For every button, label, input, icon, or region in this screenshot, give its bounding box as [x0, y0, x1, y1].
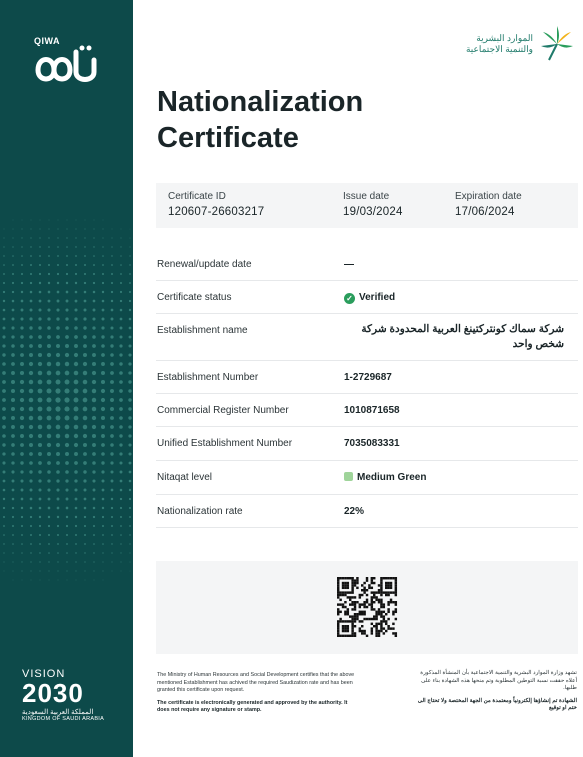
vision-label: VISION	[22, 668, 66, 680]
expiration-date-value: 17/06/2024	[455, 206, 515, 218]
issue-date-label: Issue date	[343, 191, 390, 202]
row-label: Establishment Number	[157, 372, 259, 383]
status-text: Verified	[359, 292, 396, 303]
row-value: 22%	[344, 506, 365, 517]
certificate-id-box	[156, 183, 578, 228]
row-label: Nitaqat level	[157, 472, 213, 483]
row-commercial-register	[156, 394, 578, 427]
status-value	[344, 292, 395, 304]
footer-english	[157, 672, 357, 715]
ministry-line2: والتنمية الاجتماعية	[465, 44, 533, 54]
row-label: Unified Establishment Number	[157, 438, 293, 449]
row-label: Renewal/update date	[157, 259, 252, 270]
row-value: 1010871658	[344, 405, 400, 416]
certificate-id-value: 120607-26603217	[168, 206, 265, 218]
title-line2: Certificate	[157, 122, 299, 154]
issue-date-value: 19/03/2024	[343, 206, 403, 218]
vision-2030-logo	[22, 668, 117, 722]
sidebar	[0, 0, 133, 757]
vision-arabic: المملكة العربية السعودية	[22, 709, 94, 716]
row-nationalization-rate	[156, 495, 578, 528]
issue-date-cell	[343, 191, 403, 218]
row-nitaqat-level	[156, 461, 578, 495]
qr-code-box	[156, 561, 578, 654]
qr-code[interactable]	[333, 577, 401, 637]
footer-english-note: The certificate is electronically generated and approved by the authority. It does not require any signature or stamp.	[157, 699, 348, 713]
establishment-name-value: شركة سماك كونتركتينغ العربية المحدودة شركة شخص واحد	[361, 323, 564, 350]
vision-number: 2030	[22, 678, 84, 708]
certificate-id-label: Certificate ID	[168, 191, 226, 202]
row-label: Certificate status	[157, 292, 232, 303]
row-label: Nationalization rate	[157, 506, 243, 517]
row-value: 7035083331	[344, 438, 400, 449]
nitaqat-text: Medium Green	[357, 472, 427, 483]
ministry-line1: الموارد البشرية	[476, 33, 533, 43]
footer-arabic-note: الشهادة تم إنشاؤها إلكترونياً ومعتمدة من الجهة المختصة ولا تحتاج الى ختم او توقيع	[417, 697, 577, 711]
palm-emblem-icon	[537, 24, 577, 64]
title-line1: Nationalization	[157, 86, 364, 118]
row-value: —	[344, 259, 354, 270]
expiration-date-cell	[455, 191, 522, 218]
details-table	[156, 248, 578, 528]
footer-arabic-text: تشهد وزارة الموارد البشرية والتنمية الاجتماعية بأن المنشأة المذكورة أعلاه حققت نسبة التوطين المطلوبة وتم منحها هذه الشهادة بناء على طلبها.	[420, 670, 577, 691]
row-establishment-name	[156, 314, 578, 361]
qiwa-logo-icon	[32, 42, 102, 88]
row-certificate-status	[156, 281, 578, 314]
ministry-logo	[466, 24, 577, 64]
nitaqat-color-swatch	[344, 472, 353, 481]
row-value: 1-2729687	[344, 372, 392, 383]
nitaqat-value	[344, 472, 426, 483]
footer-english-text: The Ministry of Human Resources and Social Development certifies that the above mentioned Establishment has achived the required Saudization rate and has been granted this certificate upon request.	[157, 672, 355, 693]
page-title	[157, 84, 363, 156]
vision-english: KINGDOM OF SAUDI ARABIA	[22, 716, 105, 722]
row-unified-establishment	[156, 427, 578, 461]
footer-arabic	[417, 670, 577, 713]
qiwa-wordmark: QIWA	[34, 36, 60, 46]
row-label: Commercial Register Number	[157, 405, 289, 416]
row-renewal-date	[156, 248, 578, 281]
verified-check-icon: ✓	[344, 293, 355, 304]
row-label: Establishment name	[157, 325, 248, 336]
row-establishment-number	[156, 361, 578, 394]
dot-pattern	[0, 0, 133, 757]
ministry-name	[466, 33, 533, 55]
certificate-id-cell	[168, 191, 264, 218]
expiration-date-label: Expiration date	[455, 191, 522, 202]
